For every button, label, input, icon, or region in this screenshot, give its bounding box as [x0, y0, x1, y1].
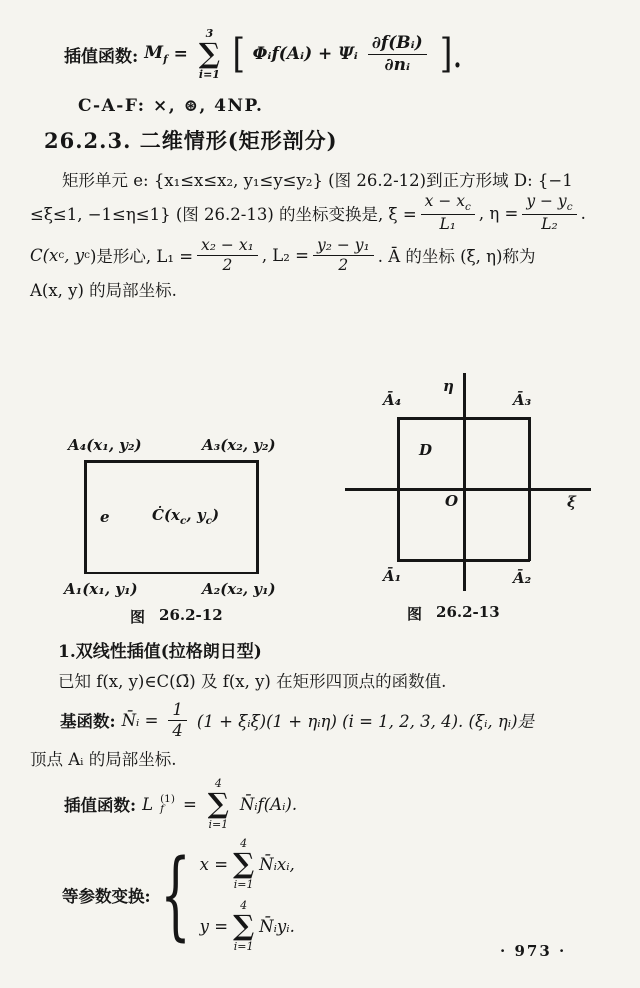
- section-heading: 26.2.3. 二维情形(矩形剖分): [44, 128, 338, 153]
- iso-label: 等参数变换:: [62, 887, 151, 906]
- vertex-label-A1bar: Ā₁: [383, 567, 402, 585]
- paragraph-line-1: 矩形单元 e: {x₁≤x≤x₂, y₁≤y≤y₂} (图 26.2-12)到正方形域 D: {−1: [62, 171, 573, 190]
- formula-label: 插值函数:: [64, 46, 139, 67]
- L2-fraction: $\frac{\text{y₂ − y₁}}{2}$: [313, 236, 374, 274]
- square-left-edge: [397, 417, 400, 561]
- origin-label: O: [445, 492, 459, 510]
- summation: 4 ∑ i=1: [207, 777, 229, 831]
- iso-equation-x: x = 4 ∑ i=1 N̄ᵢxᵢ,: [199, 837, 295, 891]
- eta-axis-label: η: [443, 377, 454, 395]
- vertex-label-A1: A₁(x₁, y₁): [64, 580, 138, 598]
- domain-label-D: D: [419, 441, 433, 459]
- var-L: L: [142, 794, 154, 814]
- interp-label: 插值函数:: [64, 796, 137, 815]
- element-label-e: e: [100, 508, 110, 526]
- figure-caption-26-2-12: 图 26.2-12: [130, 606, 223, 626]
- sigma-symbol: ∑: [207, 787, 229, 820]
- figure-26-2-13: [345, 373, 605, 625]
- page-number: · 973 ·: [500, 942, 567, 960]
- hermite-interpolation-formula: 插值函数: $M_f$ = 3 ∑ i=1 [ Φᵢf(Aᵢ) + Ψᵢ $\frac{\text{∂f(Bᵢ)}}{\text{∂nᵢ}}$ ].: [64, 27, 463, 81]
- figure-26-2-12: [50, 432, 310, 637]
- vertex-label-A4bar: Ā₄: [383, 391, 402, 409]
- var-M: M: [144, 42, 164, 63]
- eta-transform-fraction: $\frac{y - y_c}{\text{L₂}}$: [522, 192, 576, 233]
- vertex-label-A3bar: Ā₃: [513, 391, 532, 409]
- L1-fraction: $\frac{\text{x₂ − x₁}}{2}$: [197, 236, 258, 274]
- paragraph-line-2: ≤ξ≤1, −1≤η≤1} (图 26.2-13) 的坐标变换是, ξ = $\frac{x - x_c}{\text{L₁}}$ , η = $\frac{y - y_c}{\text{L₂}}$ .: [30, 192, 586, 234]
- square-bottom-edge: [397, 559, 530, 562]
- sigma-symbol: ∑: [198, 37, 220, 70]
- vertex-label-A4: A₄(x₁, y₂): [68, 436, 142, 454]
- rect-bottom-edge: [84, 572, 258, 574]
- L-superscript-subscript: (1) f: [160, 792, 175, 815]
- square-right-edge: [528, 417, 531, 561]
- isoparametric-transform-system: [62, 838, 295, 952]
- basis-function-continuation: 顶点 Aᵢ 的局部坐标.: [30, 750, 177, 769]
- vertex-label-A2: A₂(x₂, y₁): [202, 580, 276, 598]
- rect-right-edge: [256, 460, 259, 574]
- formula-term-1: Φᵢf(Aᵢ) + Ψᵢ: [252, 44, 358, 64]
- xi-axis-label: ξ: [567, 493, 576, 511]
- open-bracket: [: [232, 31, 246, 77]
- intro-paragraph: [30, 166, 614, 302]
- lagrange-interpolation-formula: [64, 778, 297, 830]
- basis-function-formula: 基函数: N̄ᵢ = $\frac{1}{4}$ (1 + ξᵢξ)(1 + ηᵢη) (i = 1, 2, 3, 4). (ξᵢ, ηᵢ)是: [60, 700, 535, 740]
- summation: 4 ∑ i=1: [233, 837, 255, 891]
- given-conditions-line: 已知 f(x, y)∈C(Ω̄) 及 f(x, y) 在矩形四顶点的函数值.: [58, 672, 447, 691]
- sigma-symbol: ∑: [233, 909, 255, 942]
- xi-axis: [345, 488, 591, 491]
- summation: 4 ∑ i=1: [233, 899, 255, 953]
- close-bracket: ].: [439, 31, 463, 77]
- figure-caption-26-2-13: 图 26.2-13: [407, 603, 500, 623]
- xi-transform-fraction: $\frac{x - x_c}{\text{L₁}}$: [421, 192, 475, 233]
- rect-top-edge: [84, 460, 258, 463]
- vertex-label-A2bar: Ā₂: [513, 569, 532, 587]
- equals-sign: =: [173, 44, 188, 64]
- summation: 3 ∑ i=1: [198, 27, 220, 81]
- centroid-label: $Ċ(x_c$, $y_c$): [152, 506, 220, 527]
- sigma-symbol: ∑: [233, 847, 255, 880]
- bilinear-interpolation-heading: 1.双线性插值(拉格朗日型): [58, 642, 262, 662]
- one-quarter-fraction: $\frac{1}{4}$: [168, 700, 187, 741]
- interp-rhs: N̄ᵢf(Aᵢ).: [239, 794, 298, 814]
- rect-left-edge: [84, 460, 87, 574]
- paragraph-line-4: A(x, y) 的局部坐标.: [30, 281, 177, 300]
- iso-equation-y: y = 4 ∑ i=1 N̄ᵢyᵢ.: [199, 899, 295, 953]
- paragraph-line-3: C(x c , y c )是形心, L₁ = $\frac{\text{x₂ − x₁}}{2}$ , L₂ = $\frac{\text{y₂ − y₁}}{2}$ . Ā 的坐标 (ξ, η)称为: [30, 235, 536, 274]
- system-brace: {: [159, 838, 191, 951]
- vertex-label-A3: A₃(x₂, y₂): [202, 436, 276, 454]
- basis-label: 基函数:: [60, 712, 116, 732]
- caf-notation-line: C-A-F: ×, ⊛, 4NP.: [78, 96, 264, 116]
- partial-derivative-fraction: $\frac{\text{∂f(Bᵢ)}}{\text{∂nᵢ}}$: [368, 33, 427, 75]
- equals-sign: =: [182, 794, 197, 814]
- square-top-edge: [397, 417, 530, 420]
